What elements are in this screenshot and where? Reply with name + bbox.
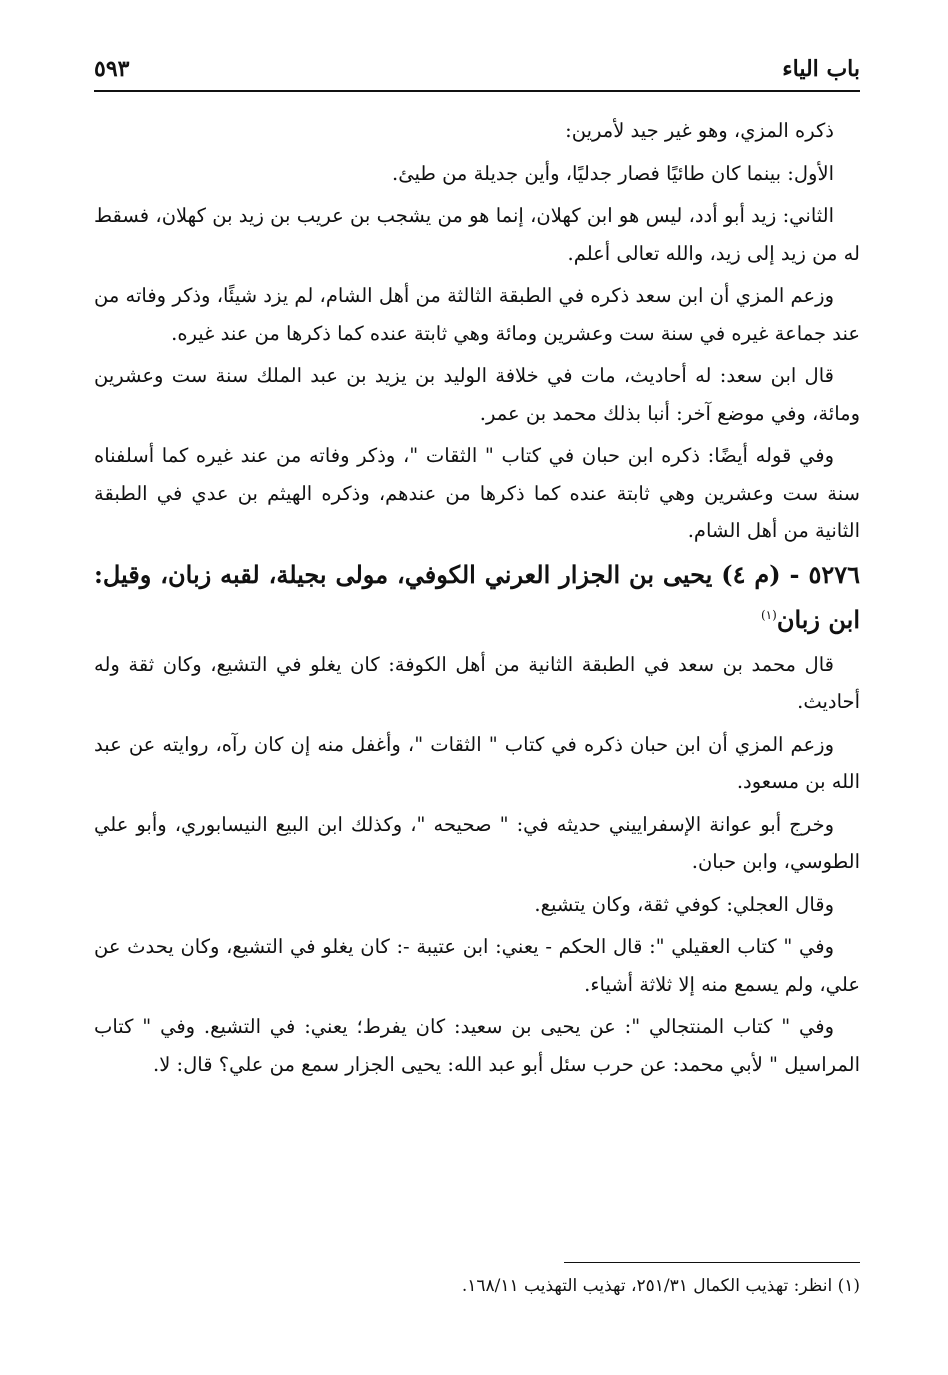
footnote: (١) انظر: تهذيب الكمال ٢٥١/٣١، تهذيب التهذيب ١٦٨/١١. — [461, 1276, 860, 1296]
paragraph: الأول: بينما كان طائيًا فصار جدليًا، وأين جديلة من طيئ. — [392, 161, 834, 185]
paragraph: وخرج أبو عوانة الإسفراييني حديثه في: " صحيحه "، وكذلك ابن البيع النيسابوري، وأبو علي الطوسي، وابن حبان. — [94, 812, 860, 873]
page-header — [94, 50, 860, 92]
paragraph: قال ابن سعد: له أحاديث، مات في خلافة الوليد بن يزيد بن عبد الملك سنة ست وعشرين ومائة، وفي موضع آخر: أنبا بذلك محمد بن عمر. — [94, 364, 860, 425]
paragraph: وفي " كتاب المنتجالي ": عن يحيى بن سعيد: كان يفرط؛ يعني: في التشيع. وفي " كتاب المراسيل " لأبي محمد: عن حرب سئل أبو عبد الله: يحيى الجزار سمع من علي؟ قال: لا. — [94, 1015, 860, 1076]
paragraph: ذكره المزي، وهو غير جيد لأمرين: — [565, 119, 834, 142]
paragraph: وفي " كتاب العقيلي ": قال الحكم - يعني: ابن عتيبة -: كان يغلو في التشيع، وكان يحدث عن علي، ولم يسمع منه إلا ثلاثة أشياء. — [94, 935, 860, 996]
chapter-title: باب الياء — [782, 56, 860, 82]
paragraph: الثاني: زيد أبو أدد، ليس هو ابن كهلان، إنما هو من يشجب بن عريب بن زيد بن كهلان، فسقط له من زيد إلى زيد، والله تعالى أعلم. — [94, 204, 860, 265]
paragraph: قال محمد بن سعد في الطبقة الثانية من أهل الكوفة: كان يغلو في التشيع، وكان ثقة وله أحاديث. — [94, 652, 860, 713]
page-number: ٥٩٣ — [94, 56, 130, 82]
entry-heading — [94, 555, 860, 640]
footnote-divider — [564, 1262, 860, 1263]
paragraph: وزعم المزي أن ابن حبان ذكره في كتاب " الثقات "، وأغفل منه إن كان رآه، روايته عن عبد الله بن مسعود. — [94, 732, 860, 793]
paragraph: وفي قوله أيضًا: ذكره ابن حبان في كتاب " الثقات "، وذكر وفاته من عند غيره كما أسلفناه سنة ست وعشرين وهي ثابتة عنده كما ذكرها من عندهم، وذكره الهيثم بن عدي في الطبقة الثانية من أهل الشام. — [94, 444, 860, 542]
paragraph: وزعم المزي أن ابن سعد ذكره في الطبقة الثالثة من أهل الشام، لم يزد شيئًا، وذكر وفاته من عند جماعة غيره في سنة ست وعشرين ومائة وهي ثابتة عنده كما ذكرها من عند غيره. — [94, 284, 860, 345]
footnote-marker: (١) — [760, 607, 777, 622]
entry-heading-text: ٥٢٧٦ - (م ٤) يحيى بن الجزار العرني الكوفي، مولى بجيلة، لقبه زبان، وقيل: ابن زبان — [94, 559, 860, 634]
paragraph: وقال العجلي: كوفي ثقة، وكان يتشيع. — [534, 892, 834, 916]
page-body — [94, 112, 860, 1088]
